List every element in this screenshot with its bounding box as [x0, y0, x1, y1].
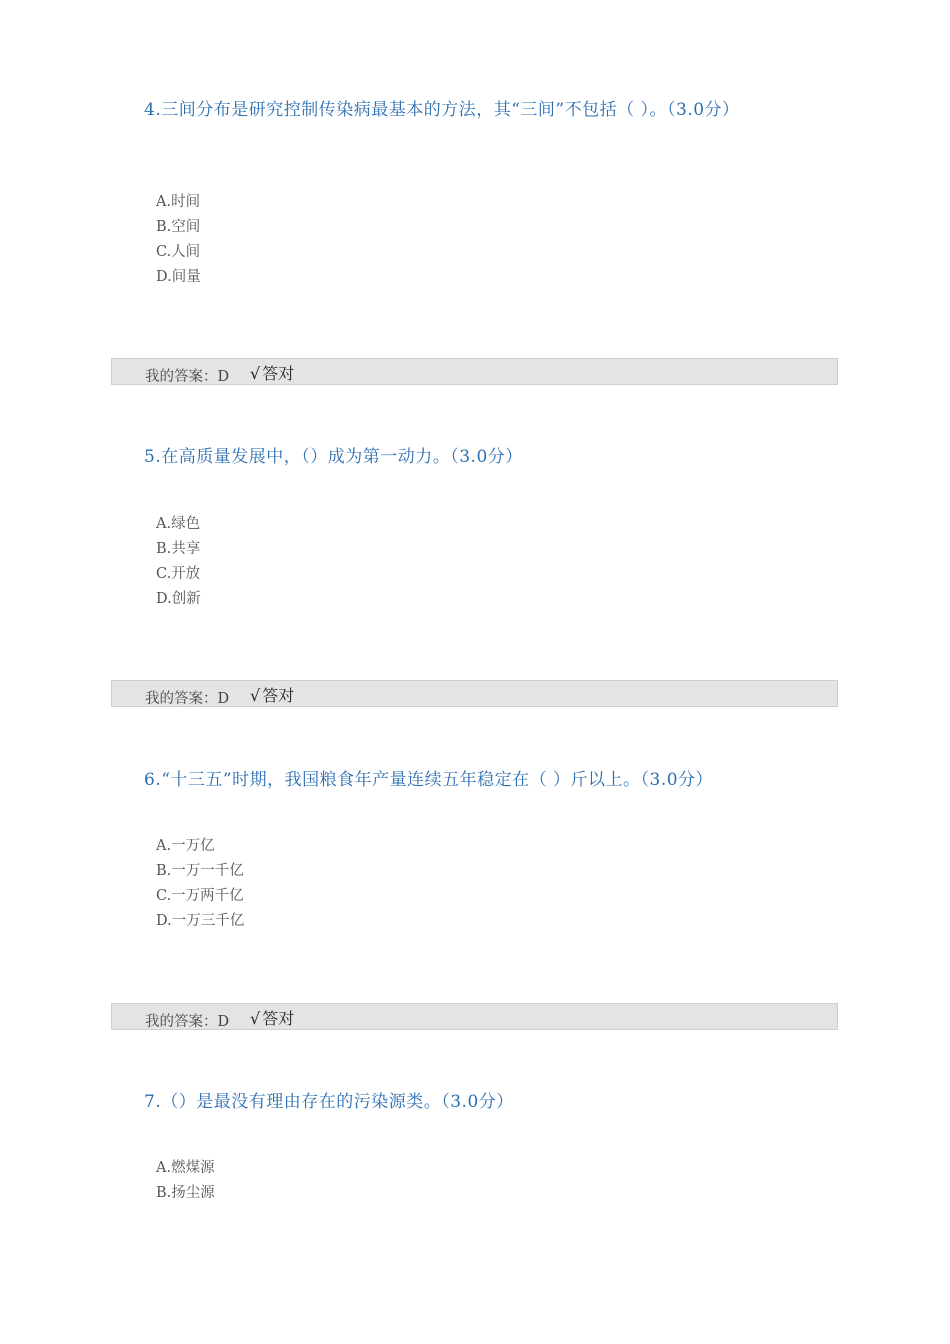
result-text: 答对	[262, 364, 295, 383]
option-list	[156, 512, 201, 612]
check-icon: √	[250, 364, 261, 383]
check-icon: √	[250, 686, 261, 705]
answer-bar	[111, 680, 838, 707]
answer-bar	[111, 358, 838, 385]
my-answer-label: 我的答案：D	[145, 691, 230, 707]
option-a[interactable]: A.一万亿	[156, 838, 215, 854]
option-d[interactable]: D.创新	[156, 591, 201, 607]
option-list	[156, 1156, 215, 1206]
check-icon: √	[250, 1009, 261, 1028]
question-title: 6.“十三五”时期，我国粮食年产量连续五年稳定在（ ）斤以上。（3.0分）	[144, 770, 714, 790]
option-b[interactable]: B.扬尘源	[156, 1185, 215, 1201]
question-title: 7.（）是最没有理由存在的污染源类。（3.0分）	[144, 1092, 514, 1112]
option-c[interactable]: C.人间	[156, 244, 201, 260]
option-b[interactable]: B.共享	[156, 541, 201, 557]
answer-bar	[111, 1003, 838, 1030]
option-list	[156, 190, 201, 290]
option-a[interactable]: A.绿色	[156, 516, 201, 532]
my-answer-label: 我的答案：D	[145, 369, 230, 385]
option-list	[156, 834, 244, 934]
answer-result	[250, 1006, 294, 1029]
result-text: 答对	[262, 1009, 295, 1028]
option-a[interactable]: A.时间	[156, 194, 201, 210]
option-b[interactable]: B.一万一千亿	[156, 863, 244, 879]
my-answer-label: 我的答案：D	[145, 1014, 230, 1030]
question-4	[144, 98, 804, 123]
answer-result	[250, 361, 294, 384]
result-text: 答对	[262, 686, 295, 705]
option-c[interactable]: C.一万两千亿	[156, 888, 244, 904]
answer-result	[250, 683, 294, 706]
question-title: 5.在高质量发展中，（）成为第一动力。（3.0分）	[144, 447, 523, 467]
option-a[interactable]: A.燃煤源	[156, 1160, 215, 1176]
question-6	[144, 768, 804, 793]
option-d[interactable]: D.间量	[156, 269, 201, 285]
option-d[interactable]: D.一万三千亿	[156, 913, 245, 929]
question-7	[144, 1090, 804, 1115]
option-c[interactable]: C.开放	[156, 566, 201, 582]
question-5	[144, 445, 804, 470]
question-title: 4.三间分布是研究控制传染病最基本的方法，其“三间”不包括（ ）。（3.0分）	[144, 100, 740, 120]
option-b[interactable]: B.空间	[156, 219, 201, 235]
